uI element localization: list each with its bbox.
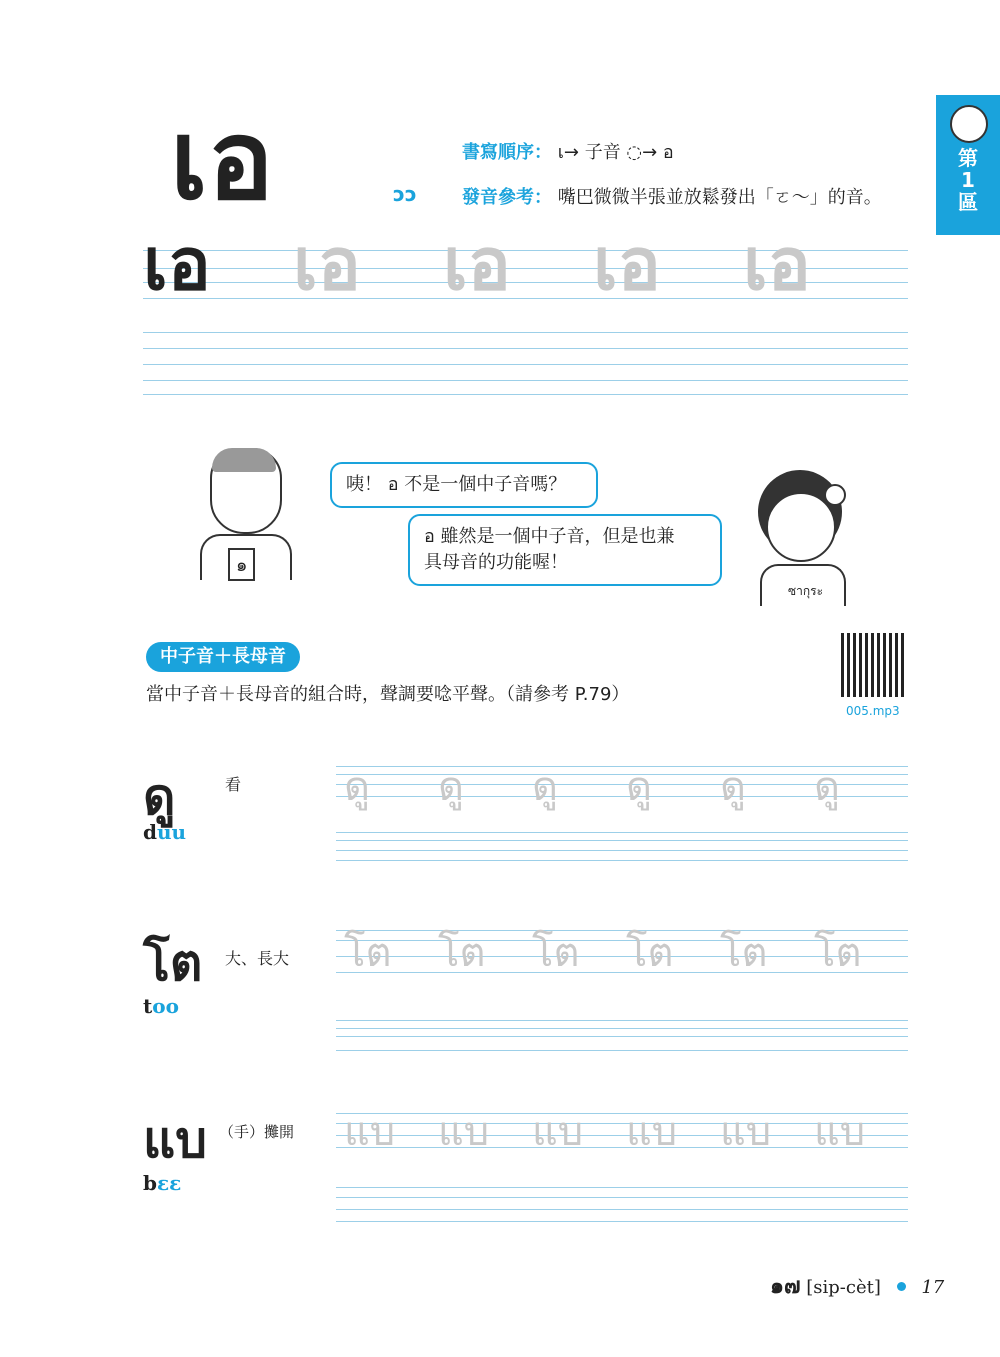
section-description: 當中子音＋長母音的組合時，聲調要唸平聲。（請參考 P.79）	[146, 684, 630, 705]
practice-glyph-trace: เอ	[443, 222, 511, 306]
trace-glyph: ดู	[344, 764, 370, 810]
word-row	[143, 1105, 908, 1225]
word-thai: ดู	[143, 768, 176, 826]
practice-glyph-trace: เอ	[743, 222, 811, 306]
practice-area-1	[143, 222, 908, 400]
practice-glyph-trace: เอ	[293, 222, 361, 306]
speech-bubble-2	[408, 514, 722, 586]
chapter-label: 第	[958, 146, 978, 170]
word-meaning: （手）攤開	[219, 1123, 295, 1141]
word-row	[143, 760, 908, 870]
pron-text: 嘴巴微微半張並放鬆發出「ㄛ～」的音。	[557, 187, 882, 208]
page-footer	[770, 1268, 944, 1303]
trace-glyph: ดู	[814, 764, 840, 810]
girl-illustration	[740, 470, 850, 605]
trace-glyph: โต	[344, 930, 392, 976]
trace-glyph: โต	[532, 930, 580, 976]
speech-bubble-1: 咦！ อ 不是一個中子音嗎？	[330, 462, 598, 508]
page-number: 17	[921, 1277, 945, 1298]
trace-glyph: แบ	[626, 1109, 678, 1155]
word-meaning: 大、長大	[225, 949, 290, 968]
flower-icon	[824, 484, 846, 506]
page-reading: [sip-cèt]	[806, 1277, 881, 1298]
chapter-tab	[936, 95, 1000, 235]
word-meaning: 看	[225, 775, 242, 794]
section-badge: 中子音＋長母音	[146, 642, 300, 672]
trace-glyph: โต	[438, 930, 486, 976]
romanization: ɔɔ	[393, 182, 417, 206]
thai-page-number: ๑๗	[770, 1273, 801, 1299]
speech-bubble-2-line-1: อ 雖然是一個中子音，但是也兼	[424, 526, 675, 547]
trace-glyph: แบ	[344, 1109, 396, 1155]
word-thai: โต	[143, 934, 203, 992]
word-row	[143, 928, 908, 1053]
qr-code-icon[interactable]	[841, 633, 905, 697]
word-thai: แบ	[143, 1111, 207, 1169]
trace-glyph: แบ	[814, 1109, 866, 1155]
word-romanization: too	[143, 994, 179, 1018]
boy-illustration	[200, 448, 290, 578]
avatar-icon	[950, 105, 988, 143]
order-text: เ→ 子音 ◌→ อ	[557, 142, 674, 163]
practice-glyph-trace: เอ	[593, 222, 661, 306]
order-label: 書寫順序：	[462, 142, 552, 163]
bullet-icon	[897, 1282, 906, 1291]
trace-glyph: แบ	[438, 1109, 490, 1155]
girl-name-tag: ซากุระ	[788, 584, 824, 598]
trace-glyph: โต	[720, 930, 768, 976]
speech-bubble-2-line-2: 具母音的功能喔！	[424, 552, 568, 573]
big-letters: เอ	[170, 96, 274, 224]
trace-glyph: แบ	[720, 1109, 772, 1155]
trace-glyph: ดู	[626, 764, 652, 810]
chapter-label-2: 區	[958, 190, 978, 214]
trace-glyph: แบ	[532, 1109, 584, 1155]
audio-file-label: 005.mp3	[846, 704, 900, 718]
trace-glyph: ดู	[720, 764, 746, 810]
practice-glyph-model: เอ	[143, 222, 211, 306]
chapter-number: 1	[961, 168, 975, 192]
boy-shirt-text: ๑	[228, 548, 255, 581]
trace-glyph: ดู	[532, 764, 558, 810]
word-romanization: bɛɛ	[143, 1171, 182, 1195]
word-romanization: duu	[143, 820, 187, 844]
trace-glyph: โต	[626, 930, 674, 976]
trace-glyph: โต	[814, 930, 862, 976]
trace-glyph: ดู	[438, 764, 464, 810]
pron-label: 發音參考：	[462, 187, 552, 208]
